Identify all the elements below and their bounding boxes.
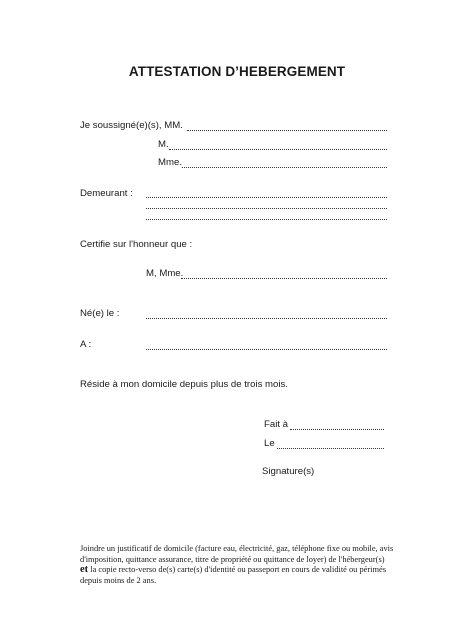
date-label: Le — [264, 438, 275, 449]
footer-line-1: Joindre un justificatif de domicile (facture eau, électricité, gaz, téléphone fixe ou mobile, avis — [80, 544, 394, 553]
done-at-label: Fait à — [264, 419, 288, 430]
document-title: ATTESTATION D’HEBERGEMENT — [128, 64, 346, 79]
footer-line-2: d'imposition, quittance assurance, titre de propriété ou quittance de loyer) de l'hébergeur(s) — [80, 554, 385, 564]
date-field[interactable] — [277, 448, 384, 449]
undersigned-mm-field[interactable] — [187, 130, 387, 131]
address-line-1-field[interactable] — [146, 197, 387, 198]
resides-statement: Réside à mon domicile depuis plus de trois mois. — [80, 379, 288, 390]
undersigned-mme-label: Mme. — [158, 157, 182, 168]
birth-place-label: A : — [80, 339, 92, 350]
undersigned-mme-field[interactable] — [182, 167, 387, 168]
address-line-3-field[interactable] — [146, 219, 387, 220]
footer-line-3 — [80, 565, 410, 576]
footer-note — [80, 544, 410, 586]
footer-et-word: et — [80, 564, 89, 576]
undersigned-label: Je soussigné(e)(s), MM. — [80, 120, 183, 131]
footer-line-3-text: la copie recto-verso de(s) carte(s) d'identité ou passeport en cours de validité ou périmés — [88, 565, 386, 575]
birth-date-field[interactable] — [146, 318, 387, 319]
person-label: M, Mme. — [146, 268, 184, 279]
signature-label: Signature(s) — [262, 466, 315, 477]
undersigned-m-label: M. — [158, 139, 169, 150]
hosted-person-field[interactable] — [181, 278, 387, 279]
address-line-2-field[interactable] — [146, 208, 387, 209]
birth-date-label: Né(e) le : — [80, 308, 120, 319]
footer-line-4: depuis moins de 2 ans. — [80, 575, 157, 585]
certify-label: Certifie sur l'honneur que : — [80, 239, 193, 250]
residing-label: Demeurant : — [80, 188, 133, 199]
undersigned-m-field[interactable] — [169, 149, 387, 150]
done-at-field[interactable] — [290, 429, 384, 430]
birth-place-field[interactable] — [146, 349, 387, 350]
